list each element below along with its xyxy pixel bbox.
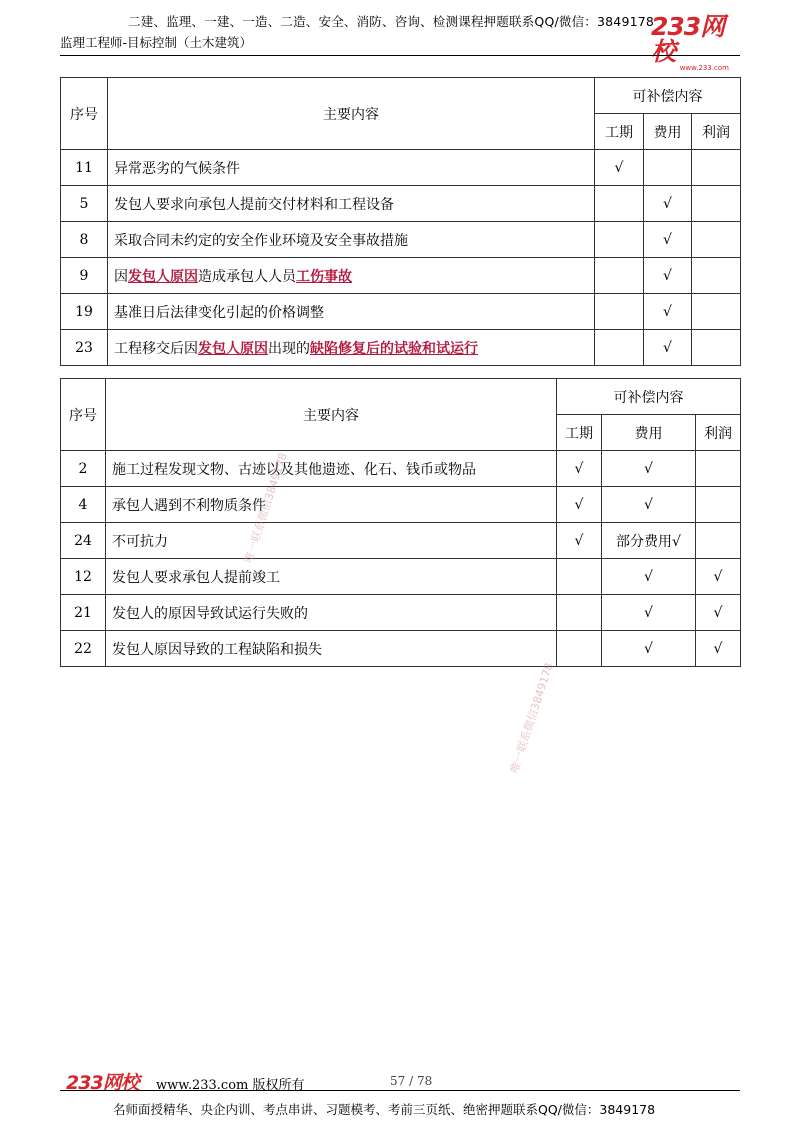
row-content [108,330,595,366]
table-row [61,150,741,186]
brand-logo-url: www.233.com [679,64,729,72]
row-cost: √ [644,330,692,366]
row-period [557,595,602,631]
header-period: 工期 [557,415,602,451]
row-period: √ [557,523,602,559]
row-content: 异常恶劣的气候条件 [108,150,595,186]
row-content: 发包人原因导致的工程缺陷和损失 [106,631,557,667]
row-seq: 24 [61,523,106,559]
row-cost [644,150,692,186]
highlight-keyword: 发包人原因 [198,340,268,357]
highlight-keyword: 缺陷修复后的试验和试运行 [310,340,478,357]
row-content: 施工过程发现文物、古迹以及其他遗迹、化石、钱币或物品 [106,451,557,487]
row-period: √ [557,451,602,487]
table-row [61,451,741,487]
row-cost: √ [644,222,692,258]
row-profit [692,258,741,294]
row-cost: √ [602,487,696,523]
table-row [61,222,741,258]
table-row [61,631,741,667]
header-profit: 利润 [696,415,741,451]
content-part: 造成承包人人员 [198,268,296,285]
header-period: 工期 [595,114,644,150]
row-seq: 11 [61,150,108,186]
row-period: √ [595,150,644,186]
header-compensable: 可补偿内容 [595,78,741,114]
highlight-keyword: 工伤事故 [296,268,352,285]
row-cost: √ [644,294,692,330]
row-seq: 21 [61,595,106,631]
content-part: 因 [114,268,128,285]
row-period [595,294,644,330]
row-content: 不可抗力 [106,523,557,559]
content-part: 工程移交后因 [114,340,198,357]
row-content: 承包人遇到不利物质条件 [106,487,557,523]
header-cost: 费用 [644,114,692,150]
header-compensable: 可补偿内容 [557,379,741,415]
brand-logo-text: 233网校 [651,12,725,66]
header-cost: 费用 [602,415,696,451]
header-divider [60,55,740,56]
footer-copyright: www.233.com 版权所有 [156,1078,305,1093]
document-subtitle: 监理工程师-目标控制（土木建筑） [60,35,253,50]
row-content: 基准日后法律变化引起的价格调整 [108,294,595,330]
header-seq: 序号 [61,78,108,150]
row-content: 采取合同未约定的安全作业环境及安全事故措施 [108,222,595,258]
row-profit [692,330,741,366]
table-header-row [61,78,741,114]
row-profit: √ [696,595,741,631]
compensation-table-2 [60,378,741,667]
row-profit [696,451,741,487]
table-row [61,595,741,631]
row-profit [696,523,741,559]
row-period [595,222,644,258]
content-part: 出现的 [268,340,310,357]
footer-divider [60,1090,740,1091]
table-row [61,487,741,523]
table-row [61,186,741,222]
watermark-text: 唯一联系微信3849178 [241,451,290,565]
row-cost: 部分费用√ [602,523,696,559]
compensation-table-1 [60,77,741,366]
row-profit: √ [696,559,741,595]
row-seq: 19 [61,294,108,330]
row-seq: 23 [61,330,108,366]
row-period [595,186,644,222]
row-seq: 5 [61,186,108,222]
brand-logo [651,12,733,72]
header-content: 主要内容 [108,78,595,150]
row-cost: √ [602,595,696,631]
footer-brand-logo: 233网校 [66,1072,139,1094]
row-cost: √ [644,186,692,222]
table-row [61,258,741,294]
row-period [595,258,644,294]
row-content: 发包人要求向承包人提前交付材料和工程设备 [108,186,595,222]
highlight-keyword: 发包人原因 [128,268,198,285]
header-profit: 利润 [692,114,741,150]
table-row [61,330,741,366]
row-content: 发包人的原因导致试运行失败的 [106,595,557,631]
row-profit [692,222,741,258]
table-row [61,559,741,595]
row-profit: √ [696,631,741,667]
table-row [61,523,741,559]
row-cost: √ [602,631,696,667]
header-seq: 序号 [61,379,106,451]
row-cost: √ [602,559,696,595]
row-cost: √ [644,258,692,294]
watermark-text: 唯一联系微信3849178 [507,661,556,775]
row-seq: 8 [61,222,108,258]
row-seq: 12 [61,559,106,595]
row-profit [692,150,741,186]
header-content: 主要内容 [106,379,557,451]
row-profit [696,487,741,523]
footer-promo-text: 名师面授精华、央企内训、考点串讲、习题模考、考前三页纸、绝密押题联系QQ/微信：3849178 [113,1102,656,1117]
row-period [557,559,602,595]
row-seq: 4 [61,487,106,523]
table-header-row [61,379,741,415]
page-number: 57 / 78 [390,1074,433,1088]
row-seq: 22 [61,631,106,667]
row-period [595,330,644,366]
row-seq: 9 [61,258,108,294]
table-row [61,294,741,330]
row-period [557,631,602,667]
row-period: √ [557,487,602,523]
row-cost: √ [602,451,696,487]
row-content [108,258,595,294]
row-profit [692,294,741,330]
row-content: 发包人要求承包人提前竣工 [106,559,557,595]
row-profit [692,186,741,222]
header-promo-text: 二建、监理、一建、一造、二造、安全、消防、咨询、检测课程押题联系QQ/微信：3849178 [128,14,655,29]
row-seq: 2 [61,451,106,487]
